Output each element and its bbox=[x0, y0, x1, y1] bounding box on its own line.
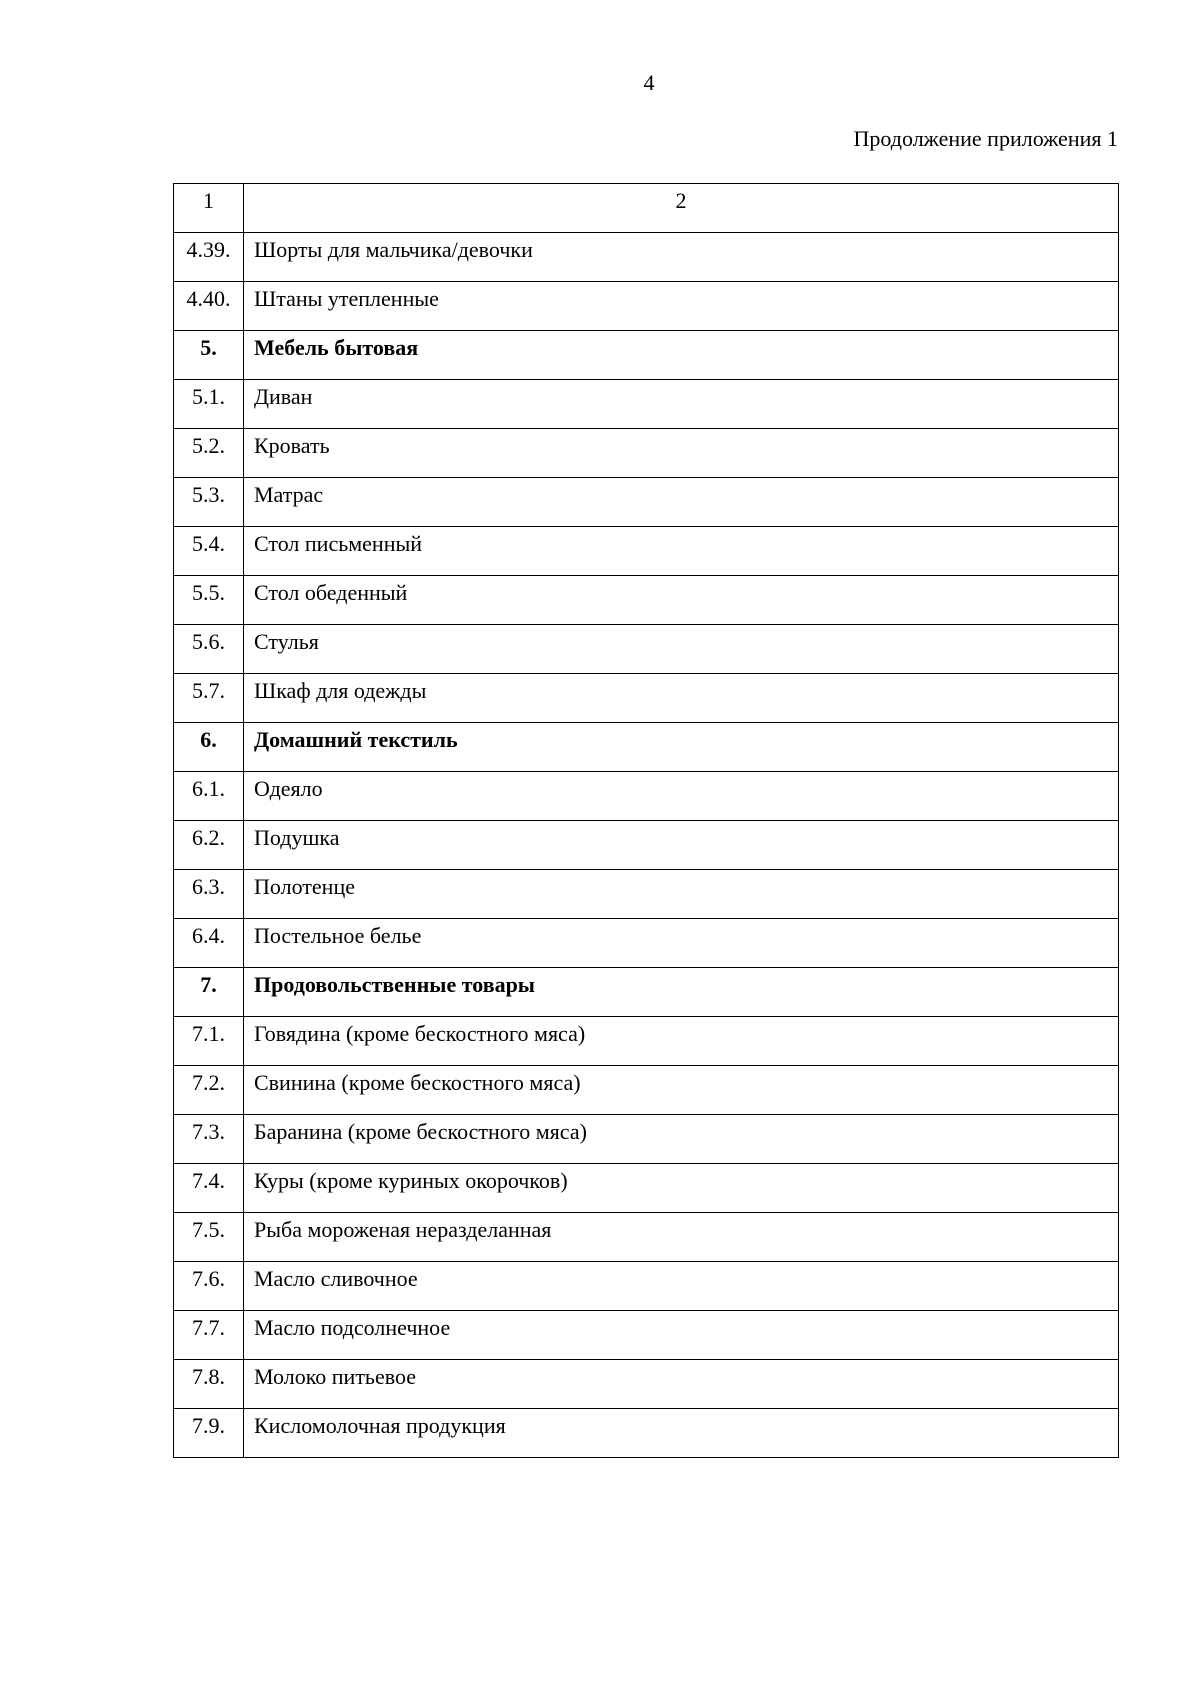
row-item-name: Стол письменный bbox=[244, 527, 1119, 576]
row-number: 7.3. bbox=[174, 1115, 244, 1164]
row-item-name: Стулья bbox=[244, 625, 1119, 674]
row-item-name: Масло подсолнечное bbox=[244, 1311, 1119, 1360]
header-cell-1: 1 bbox=[174, 184, 244, 233]
table-row bbox=[174, 1164, 1119, 1213]
table-row bbox=[174, 233, 1119, 282]
row-number: 5.3. bbox=[174, 478, 244, 527]
table-row bbox=[174, 1409, 1119, 1458]
table-header-row bbox=[174, 184, 1119, 233]
row-item-name: Одеяло bbox=[244, 772, 1119, 821]
row-number: 7.9. bbox=[174, 1409, 244, 1458]
row-number: 7.7. bbox=[174, 1311, 244, 1360]
header-cell-2: 2 bbox=[244, 184, 1119, 233]
row-number: 7.6. bbox=[174, 1262, 244, 1311]
row-number: 6.1. bbox=[174, 772, 244, 821]
row-number: 5.5. bbox=[174, 576, 244, 625]
table-row bbox=[174, 870, 1119, 919]
row-number: 5.6. bbox=[174, 625, 244, 674]
table-row bbox=[174, 919, 1119, 968]
row-item-name: Подушка bbox=[244, 821, 1119, 870]
row-item-name: Молоко питьевое bbox=[244, 1360, 1119, 1409]
row-item-name: Рыба мороженая неразделанная bbox=[244, 1213, 1119, 1262]
row-item-name: Говядина (кроме бескостного мяса) bbox=[244, 1017, 1119, 1066]
appendix-continuation-label: Продолжение приложения 1 bbox=[853, 126, 1118, 151]
row-item-name: Шкаф для одежды bbox=[244, 674, 1119, 723]
row-number: 7.4. bbox=[174, 1164, 244, 1213]
row-item-name: Шорты для мальчика/девочки bbox=[244, 233, 1119, 282]
row-item-name: Масло сливочное bbox=[244, 1262, 1119, 1311]
row-item-name: Баранина (кроме бескостного мяса) bbox=[244, 1115, 1119, 1164]
row-number: 6. bbox=[174, 723, 244, 772]
row-item-name: Куры (кроме куриных окорочков) bbox=[244, 1164, 1119, 1213]
row-number: 5.1. bbox=[174, 380, 244, 429]
table-row bbox=[174, 527, 1119, 576]
table-row bbox=[174, 380, 1119, 429]
table-row bbox=[174, 1115, 1119, 1164]
row-number: 4.39. bbox=[174, 233, 244, 282]
section-row bbox=[174, 968, 1119, 1017]
row-item-name: Диван bbox=[244, 380, 1119, 429]
row-number: 6.4. bbox=[174, 919, 244, 968]
table-row bbox=[174, 674, 1119, 723]
row-item-name: Полотенце bbox=[244, 870, 1119, 919]
table-row bbox=[174, 1360, 1119, 1409]
table-row bbox=[174, 1311, 1119, 1360]
section-row bbox=[174, 723, 1119, 772]
row-item-name: Кровать bbox=[244, 429, 1119, 478]
table-body bbox=[174, 184, 1119, 1458]
row-item-name: Мебель бытовая bbox=[244, 331, 1119, 380]
row-item-name: Продовольственные товары bbox=[244, 968, 1119, 1017]
row-number: 7.8. bbox=[174, 1360, 244, 1409]
table-row bbox=[174, 282, 1119, 331]
row-item-name: Кисломолочная продукция bbox=[244, 1409, 1119, 1458]
goods-table bbox=[173, 183, 1119, 1458]
table-row bbox=[174, 478, 1119, 527]
row-number: 5.4. bbox=[174, 527, 244, 576]
row-item-name: Постельное белье bbox=[244, 919, 1119, 968]
table-row bbox=[174, 576, 1119, 625]
row-item-name: Штаны утепленные bbox=[244, 282, 1119, 331]
row-item-name: Матрас bbox=[244, 478, 1119, 527]
row-number: 5.2. bbox=[174, 429, 244, 478]
row-number: 6.3. bbox=[174, 870, 244, 919]
table-row bbox=[174, 1262, 1119, 1311]
row-number: 5. bbox=[174, 331, 244, 380]
row-item-name: Домашний текстиль bbox=[244, 723, 1119, 772]
row-number: 7. bbox=[174, 968, 244, 1017]
page-number: 4 bbox=[643, 70, 655, 95]
row-number: 6.2. bbox=[174, 821, 244, 870]
row-number: 7.5. bbox=[174, 1213, 244, 1262]
row-number: 4.40. bbox=[174, 282, 244, 331]
row-item-name: Свинина (кроме бескостного мяса) bbox=[244, 1066, 1119, 1115]
table-row bbox=[174, 821, 1119, 870]
table-row bbox=[174, 1066, 1119, 1115]
table-row bbox=[174, 1017, 1119, 1066]
section-row bbox=[174, 331, 1119, 380]
row-number: 7.1. bbox=[174, 1017, 244, 1066]
table-row bbox=[174, 1213, 1119, 1262]
row-number: 5.7. bbox=[174, 674, 244, 723]
row-number: 7.2. bbox=[174, 1066, 244, 1115]
table-row bbox=[174, 772, 1119, 821]
row-item-name: Стол обеденный bbox=[244, 576, 1119, 625]
table-row bbox=[174, 625, 1119, 674]
table-row bbox=[174, 429, 1119, 478]
